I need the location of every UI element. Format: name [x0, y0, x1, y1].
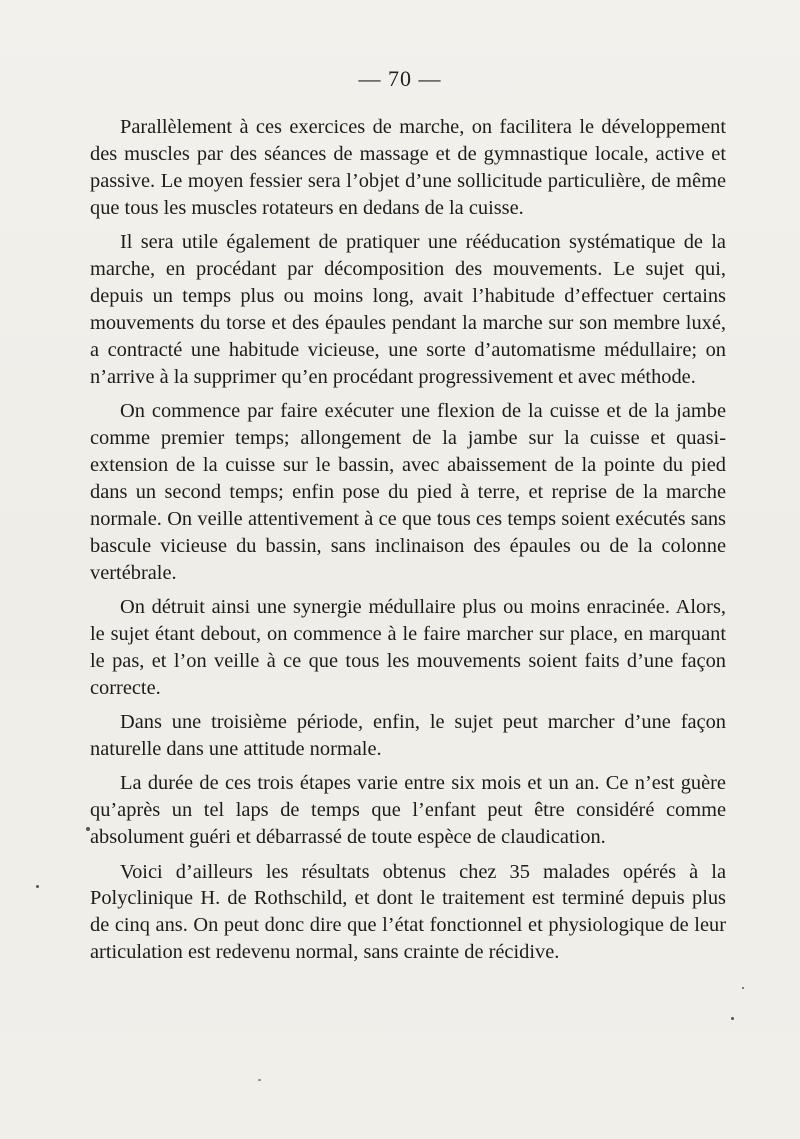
- paragraph-1: Parallèlement à ces exercices de marche, on facilitera le développement des muscles par des séances de massage et de gymnastique locale, active et passive. Le moyen fessier sera l’objet d’une sollicitude particulière, de même que tous les muscles rotateurs en dedans de la cuisse.: [90, 116, 726, 219]
- print-speck: [742, 987, 744, 989]
- print-speck: [731, 1017, 734, 1020]
- paragraph-7: Voici d’ailleurs les résultats obtenus chez 35 malades opérés à la Polyclinique H. de Rothschild, et dont le traitement est terminé depuis plus de cinq ans. On peut donc dire que l’état fonctionnel et physiologique de leur articulation est redevenu normal, sans crainte de récidive.: [90, 860, 726, 964]
- print-speck: [36, 885, 39, 888]
- paragraph-4: On détruit ainsi une synergie médullaire plus ou moins enracinée. Alors, le sujet étant debout, on commence à le faire marcher sur place, en marquant le pas, et l’on veille à ce que tous les mouvements soient faits d’une façon correcte.: [90, 595, 726, 699]
- paragraph-3: On commence par faire exécuter une flexion de la cuisse et de la jambe comme premier temps; allongement de la jambe sur la cuisse et quasi-extension de la cuisse sur le bassin, avec abaissement de la pointe du pied dans un second temps; enfin pose du pied à terre, et reprise de la marche normale. On veille attentivement à ce que tous ces temps soient exécutés sans bascule vicieuse du bassin, sans inclinaison des épaules ou de la colonne vertébrale.: [90, 400, 726, 584]
- body-text: [90, 114, 726, 974]
- paragraph-6: La durée de ces trois étapes varie entre six mois et un an. Ce n’est guère qu’après un tel laps de temps que l’enfant peut être considéré comme absolument guéri et débarrassé de toute espèce de claudication.: [90, 772, 726, 849]
- page-number: — 70 —: [358, 66, 442, 91]
- print-speck: [86, 827, 90, 831]
- paragraph-5: Dans une troisième période, enfin, le sujet peut marcher d’une façon naturelle dans une attitude normale.: [90, 711, 726, 760]
- paragraph-2: Il sera utile également de pratiquer une rééducation systématique de la marche, en procédant par décomposition des mouvements. Le sujet qui, depuis un temps plus ou moins long, avait l’habitude d’effectuer certains mouvements du torse et des épaules pendant la marche sur son membre luxé, a contracté une habitude vicieuse, une sorte d’automatisme médullaire; on n’arrive à la supprimer qu’en procédant progressivement et avec méthode.: [90, 231, 726, 388]
- print-speck: [258, 1079, 261, 1081]
